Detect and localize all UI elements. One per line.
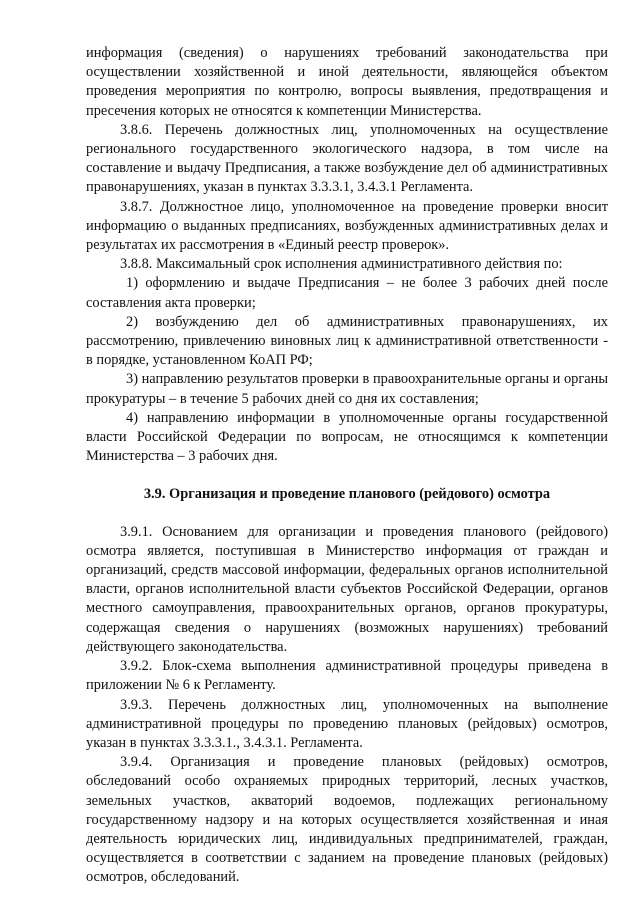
paragraph-3-8-8: 3.8.8. Максимальный срок исполнения административного действия по: — [120, 256, 563, 273]
document-body — [86, 44, 608, 888]
paragraph-continuation: информация (сведения) о нарушениях требований законодательства при осуществлении хозяйственной и иной деятельности, являющейся объектом проведения мероприятия по контролю, вопросы выявления, предотвращения и пресечения которых не относятся к компетенции Министерства. — [86, 45, 608, 119]
paragraph-3-9-2: 3.9.2. Блок-схема выполнения административной процедуры приведена в приложении № 6 к Регламенту. — [86, 658, 608, 694]
paragraph-3-9-1: 3.9.1. Основанием для организации и проведения планового (рейдового) осмотра является, поступившая в Министерство информация от граждан и организаций, средств массовой информации, федеральных органов исполнительной власти, органов исполнительной власти субъектов Российской Федерации, органов местного самоуправления, правоохранительных органов, органов прокуратуры, содержащая сведения о нарушениях (возможных нарушениях) требований действующего законодательства. — [86, 523, 608, 655]
paragraph-3-8-7: 3.8.7. Должностное лицо, уполномоченное на проведение проверки вносит информацию о выданных предписаниях, возбужденных административных делах и результатах их рассмотрения в «Единый реестр проверок». — [86, 198, 608, 254]
section-heading-3-9: 3.9. Организация и проведение планового (рейдового) осмотра — [143, 486, 551, 503]
list-item-2: 2) возбуждению дел об административных правонарушениях, их рассмотрению, привлечению виновных лиц к административной ответственности - в порядке, установленном КоАП РФ; — [86, 313, 608, 369]
paragraph-3-9-3: 3.9.3. Перечень должностных лиц, уполномоченных на выполнение административной процедуры по проведению плановых (рейдовых) осмотров, указан в пунктах 3.3.3.1., 3.4.3.1. Регламента. — [86, 696, 608, 751]
paragraph-3-9-4: 3.9.4. Организация и проведение плановых (рейдовых) осмотров, обследований особо охраняемых природных территорий, лесных участков, земельных участков, акваторий водоемов, подлежащих региональному государственному надзору и на которых осуществляется хозяйственная и иная деятельность юридических лиц, индивидуальных предпринимателей, граждан, осуществляется в соответствии с заданием на проведение плановых (рейдовых) осмотров, обследований. — [86, 754, 608, 886]
list-item-1: 1) оформлению и выдаче Предписания – не более 3 рабочих дней после составления акта проверки; — [86, 275, 608, 311]
list-item-3: 3) направлению результатов проверки в правоохранительные органы и органы прокуратуры – в течение 5 рабочих дней со дня их составления; — [86, 371, 608, 407]
paragraph-3-8-6: 3.8.6. Перечень должностных лиц, уполномоченных на осуществление регионального государственного экологического надзора, в том числе на составление и выдачу Предписания, а также возбуждение дел об административных правонарушениях, указан в пунктах 3.3.3.1, 3.4.3.1 Регламента. — [86, 121, 608, 196]
list-item-4: 4) направлению информации в уполномоченные органы государственной власти Российской Федерации по вопросам, не относящимся к компетенции Министерства – 3 рабочих дня. — [86, 409, 608, 465]
